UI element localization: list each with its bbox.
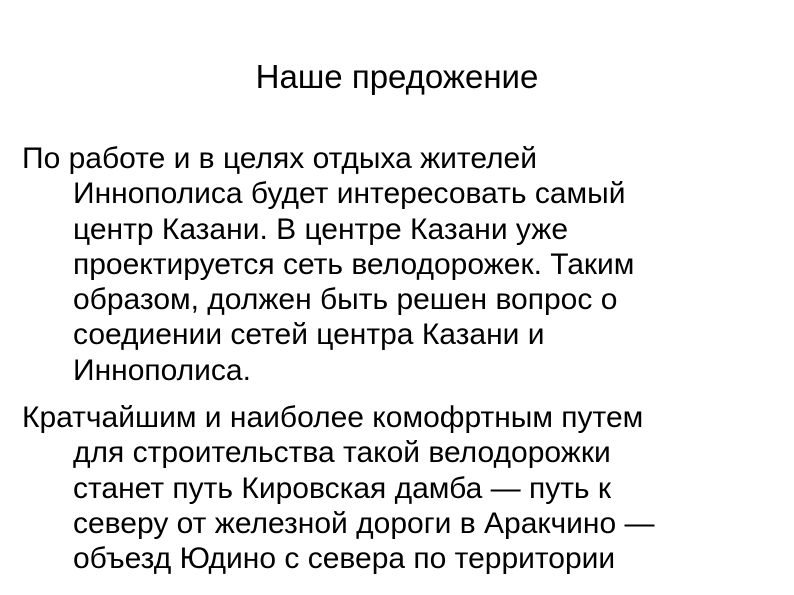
- slide-title: Наше предожение: [255, 58, 539, 95]
- slide-body: [0, 141, 790, 589]
- body-paragraph: Кратчайшим и наиболее комофртным путем для строительства такой велодорожки станет путь Кировская дамба — путь к северу от железной дороги в Аракчино — объезд Юдино с севера по территории: [22, 401, 655, 576]
- body-paragraph: По работе и в целях отдыха жителей Иннополиса будет интересовать самый центр Казани. В центре Казани уже проектируется сеть велодорожек. Таким образом, должен быть решен вопрос о соедиении сетей центра Казани и Иннополиса.: [22, 142, 635, 387]
